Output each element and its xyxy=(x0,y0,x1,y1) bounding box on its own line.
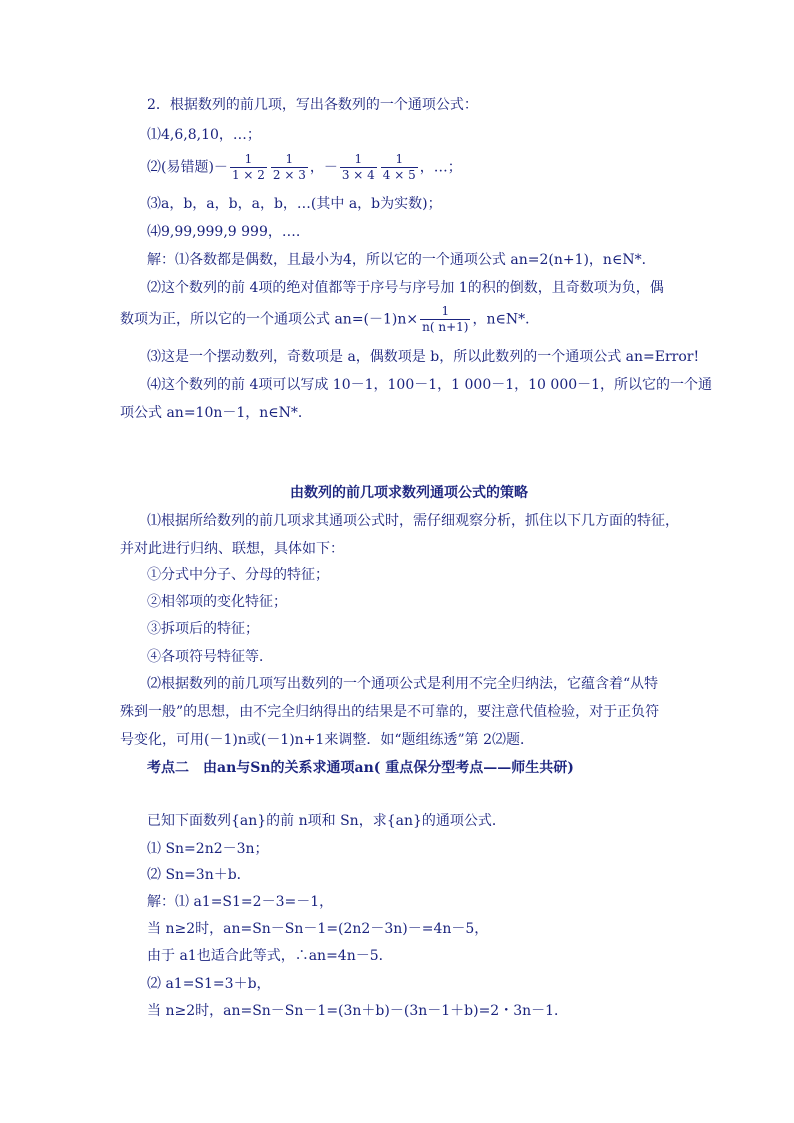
example-a2: 当 n≥2时，an=Sn－Sn－1=(2n2－3n)－=4n－5， xyxy=(147,921,489,937)
q2-part2: ⑵(易错题)－ $\frac{1}{1 \times 2}$ $\frac{1}{2 \times 3}$ ，－ $\frac{1}{3 \times 4}$ $\frac{1}{4 \times 5}$ ，…； xyxy=(147,152,462,182)
example-q1: ⑴ Sn=2n2－3n； xyxy=(147,841,269,857)
strategy-p2a: ⑵根据数列的前几项写出数列的一个通项公式是利用不完全归纳法，它蕴含着“从特 xyxy=(147,676,659,692)
q2-title: 2．根据数列的前几项，写出各数列的一个通项公式： xyxy=(147,97,478,113)
strategy-p1b: 并对此进行归纳、联想，具体如下： xyxy=(120,541,344,557)
q2-part4: ⑷9,99,999,9 999，…. xyxy=(147,224,301,240)
example-q2: ⑵ Sn=3n＋b． xyxy=(147,867,251,883)
strategy-item-3: ③拆项后的特征； xyxy=(147,621,259,637)
example-a5: 当 n≥2时，an=Sn－Sn－1=(3n＋b)－(3n－1＋b)=2・3n－1． xyxy=(147,1003,569,1019)
solution-2a: ⑵这个数列的前 4项的绝对值都等于序号与序号加 1的积的倒数，且奇数项为负，偶 xyxy=(147,280,664,296)
kaodian-heading: 考点二 由an与Sn的关系求通项an( 重点保分型考点——师生共研) xyxy=(147,760,574,776)
strategy-p2c: 号变化，可用(－1)n或(－1)n+1来调整．如“题组练透”第 2⑵题． xyxy=(120,732,535,748)
strategy-heading: 由数列的前几项求数列通项公式的策略 xyxy=(290,485,528,501)
fraction-2: $\frac{1}{2 \times 3}$ xyxy=(272,152,306,182)
q2-part2-prefix: ⑵(易错题)－ xyxy=(147,159,228,176)
strategy-item-2: ②相邻项的变化特征； xyxy=(147,594,287,610)
example-a3: 由于 a1也适合此等式，∴an=4n－5． xyxy=(147,948,393,964)
solution-3: ⑶这是一个摆动数列，奇数项是 a，偶数项是 b，所以此数列的一个通项公式 an=Error! xyxy=(147,349,700,365)
fraction-1: $\frac{1}{1 \times 2}$ xyxy=(231,152,265,182)
strategy-p2b: 殊到一般”的思想，由不完全归纳得出的结果是不可靠的，要注意代值检验，对于正负符 xyxy=(120,704,660,720)
fraction-3: $\frac{1}{3 \times 4}$ xyxy=(341,152,375,182)
solution-1: 解：⑴各数都是偶数，且最小为4，所以它的一个通项公式 an=2(n+1)，n∈N*． xyxy=(147,252,656,268)
solution-fraction: $\frac{1}{n( n+1)}$ xyxy=(422,304,469,334)
solution-4b: 项公式 an=10n－1，n∈N*． xyxy=(120,405,312,421)
fraction-4: $\frac{1}{4 \times 5}$ xyxy=(382,152,416,182)
example-a1: 解：⑴ a1=S1=2－3=－1， xyxy=(147,894,334,910)
q2-part1: ⑴4,6,8,10，…； xyxy=(147,127,261,143)
solution-2b: 数项为正，所以它的一个通项公式 an=(－1)n× $\frac{1}{n( n+1)}$ ，n∈N*． xyxy=(120,304,540,334)
strategy-p1a: ⑴根据所给数列的前几项求其通项公式时，需仔细观察分析，抓住以下几方面的特征， xyxy=(147,513,679,529)
example-question: 已知下面数列{an}的前 n项和 Sn，求{an}的通项公式． xyxy=(147,813,506,829)
strategy-item-1: ①分式中分子、分母的特征； xyxy=(147,567,329,583)
solution-4a: ⑷这个数列的前 4项可以写成 10－1，100－1，1 000－1，10 000－1，所以它的一个通 xyxy=(147,377,713,393)
q2-part3: ⑶a，b，a，b，a，b，…(其中 a，b为实数)； xyxy=(147,196,442,212)
example-a4: ⑵ a1=S1=3＋b， xyxy=(147,976,271,992)
strategy-item-4: ④各项符号特征等． xyxy=(147,649,273,665)
